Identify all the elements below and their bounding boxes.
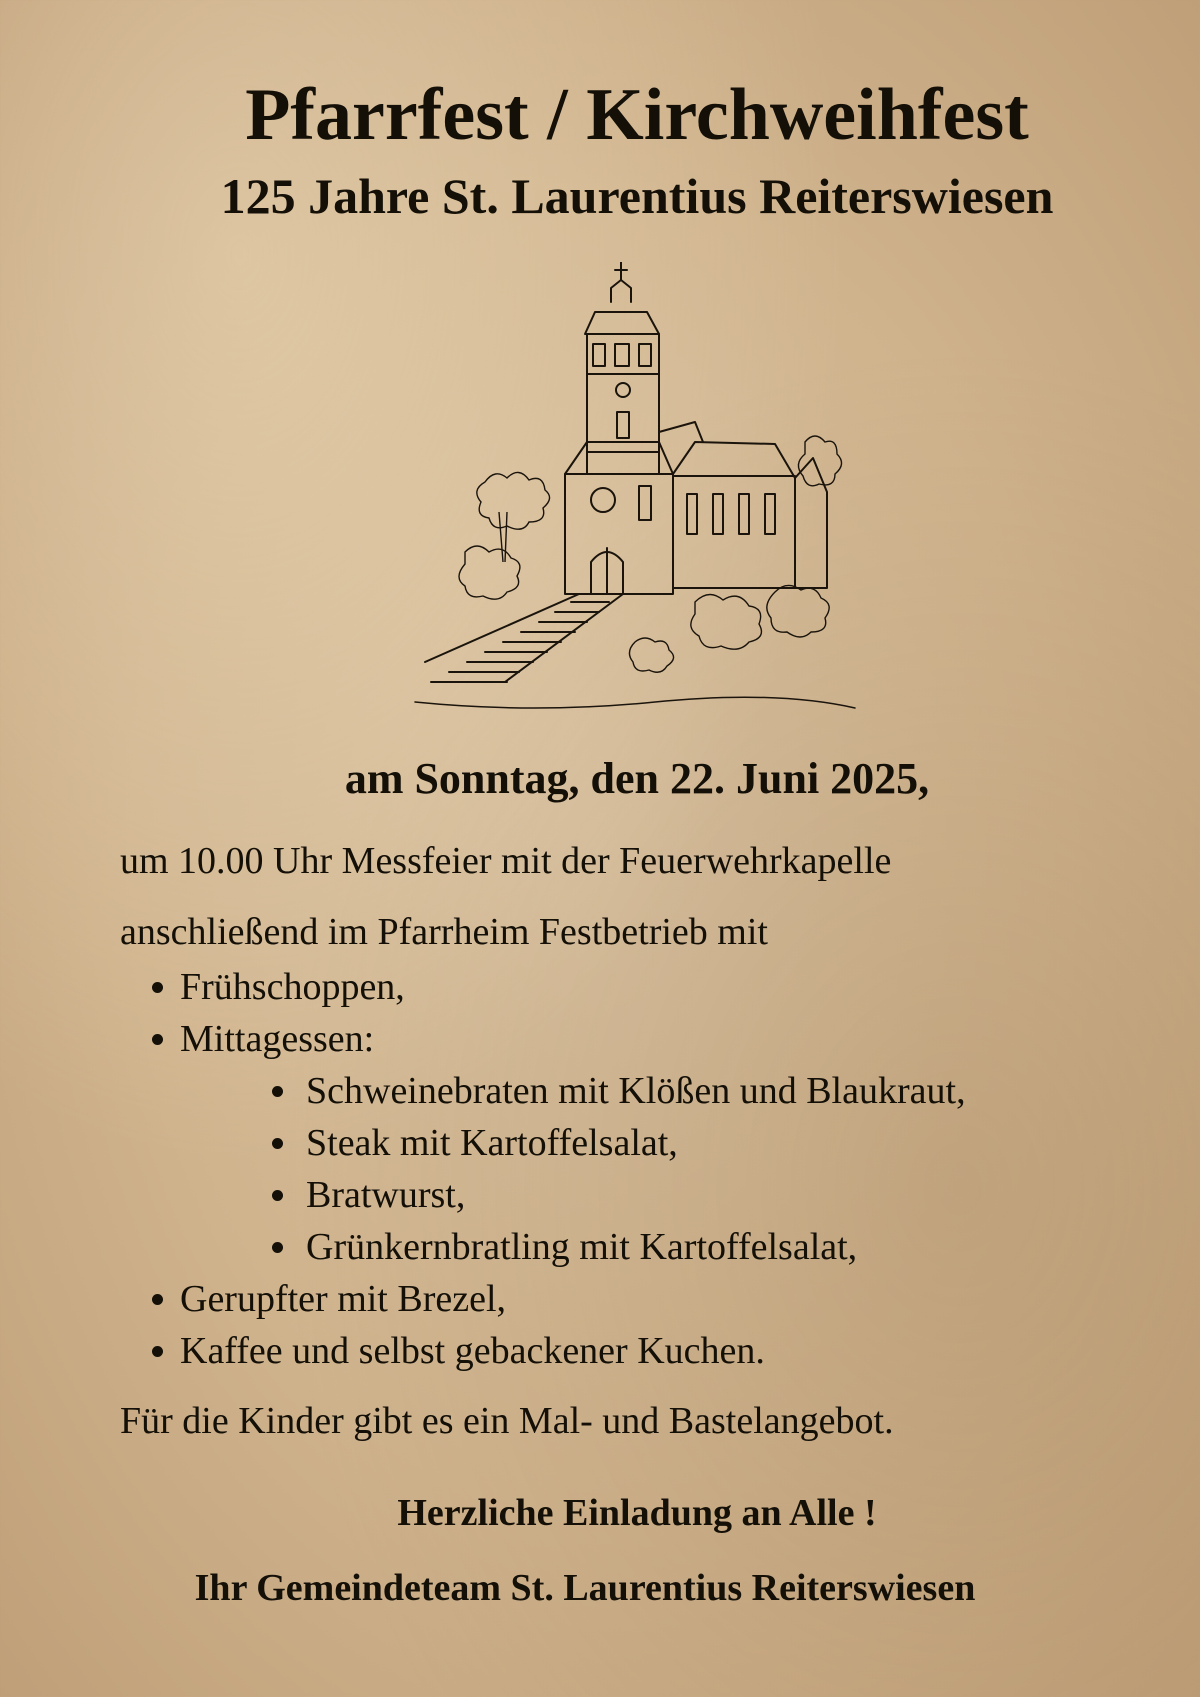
bullet-icon [152, 982, 163, 993]
signature-text: Ihr Gemeindeteam St. Laurentius Reiterswiesen [194, 1567, 976, 1609]
bullet-icon [152, 1294, 163, 1305]
afterwards-line: anschließend im Pfarrheim Festbetrieb mit [120, 911, 768, 953]
meal-item [252, 1065, 966, 1117]
meal-item-label: Grünkernbratling mit Kartoffelsalat, [306, 1226, 858, 1268]
list-item-label: Gerupfter mit Brezel, [180, 1278, 507, 1320]
bullet-icon [272, 1086, 283, 1097]
bullet-icon [152, 1034, 163, 1045]
church-drawing-icon [395, 262, 875, 722]
event-date: am Sonntag, den 22. Juni 2025, [344, 754, 930, 803]
kids-line: Für die Kinder gibt es ein Mal- und Bastelangebot. [120, 1400, 894, 1442]
invitation-text: Herzliche Einladung an Alle ! [397, 1492, 877, 1534]
meal-item-label: Steak mit Kartoffelsalat, [306, 1122, 678, 1164]
bullet-icon [152, 1346, 163, 1357]
list-item [148, 1273, 966, 1325]
list-item [148, 961, 966, 1013]
list-item [148, 1325, 966, 1377]
bullet-icon [272, 1138, 283, 1149]
mass-line: um 10.00 Uhr Messfeier mit der Feuerwehrkapelle [120, 840, 892, 882]
offer-list [148, 961, 966, 1377]
bullet-icon [272, 1190, 283, 1201]
meal-item [252, 1169, 966, 1221]
page-subtitle: 125 Jahre St. Laurentius Reiterswiesen [220, 168, 1054, 224]
bullet-icon [272, 1242, 283, 1253]
page-title: Pfarrfest / Kirchweihfest [245, 74, 1029, 156]
meal-list [252, 1065, 966, 1273]
list-item [148, 1013, 966, 1273]
meal-item [252, 1117, 966, 1169]
list-item-label: Kaffee und selbst gebackener Kuchen. [180, 1330, 765, 1372]
list-item-label: Mittagessen: [180, 1018, 375, 1060]
list-item-label: Frühschoppen, [180, 966, 405, 1008]
meal-item [252, 1221, 966, 1273]
meal-item-label: Schweinebraten mit Klößen und Blaukraut, [306, 1070, 966, 1112]
meal-item-label: Bratwurst, [306, 1174, 466, 1216]
